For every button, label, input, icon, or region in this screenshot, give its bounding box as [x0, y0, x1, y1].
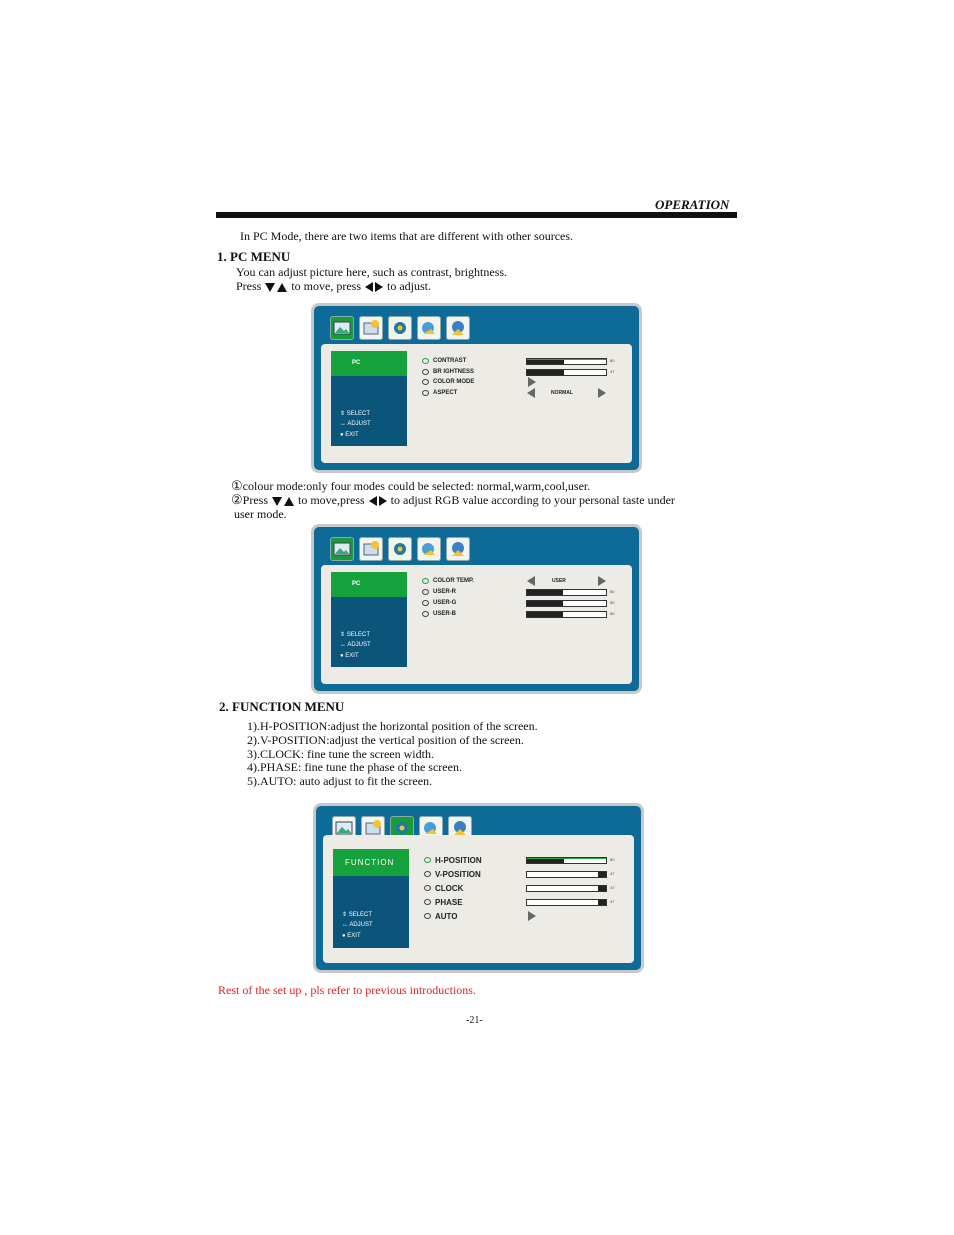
menu-panel: [323, 835, 634, 963]
hint-select: ⇕ SELECT: [340, 411, 371, 417]
item-marker: [424, 913, 431, 919]
item-color-temp[interactable]: COLOR TEMP.: [433, 578, 474, 584]
press-label: Press: [236, 279, 262, 293]
phase-slider[interactable]: [526, 899, 607, 906]
temp-right-arrow-icon[interactable]: [598, 576, 606, 586]
function-icon: [388, 537, 412, 561]
temp-left-arrow-icon[interactable]: [527, 576, 535, 586]
h-position-value: 60: [610, 857, 615, 862]
source-label: PC: [331, 572, 407, 597]
item-marker: [422, 611, 429, 617]
item-marker: [422, 369, 429, 375]
menu-panel: [321, 344, 632, 463]
up-arrow-icon: [277, 283, 287, 292]
user-r-slider[interactable]: [526, 589, 607, 596]
color-temp-screenshot: [314, 527, 639, 691]
v-position-slider[interactable]: [526, 871, 607, 878]
hint-select: ⇕ SELECT: [340, 632, 371, 638]
color-mode-arrow-icon[interactable]: [528, 377, 536, 387]
item-auto[interactable]: AUTO: [435, 912, 458, 921]
note-1-text: colour mode:only four modes could be selected: normal,warm,cool,user.: [242, 479, 591, 493]
right-arrow-icon: [379, 496, 387, 506]
section-header: OPERATION: [655, 197, 730, 212]
phase-value: 47: [610, 899, 615, 904]
source-sidebar: [331, 351, 407, 446]
item-user-g[interactable]: USER-G: [433, 600, 457, 606]
function-item-3: 3).CLOCK: fine tune the screen width.: [247, 747, 434, 761]
user-b-slider[interactable]: [526, 611, 607, 618]
user-b-value: 50: [610, 611, 615, 616]
user-g-slider[interactable]: [526, 600, 607, 607]
item-marker: [422, 578, 429, 584]
time-icon: [417, 316, 441, 340]
adjust-label: to adjust.: [387, 279, 431, 293]
intro-text: In PC Mode, there are two items that are different with other sources.: [240, 229, 574, 243]
hint-exit: ● EXIT: [342, 933, 361, 939]
left-arrow-icon: [365, 282, 373, 292]
picture-icon: [330, 316, 354, 340]
item-brightness[interactable]: BR IGHTNESS: [433, 369, 475, 375]
down-arrow-icon: [272, 497, 282, 506]
contrast-value: 60: [610, 358, 615, 363]
note-1-marker: ①: [231, 478, 243, 493]
source-sidebar: [331, 572, 407, 667]
header-rule: [216, 212, 737, 218]
item-marker: [424, 885, 431, 891]
right-arrow-icon: [375, 282, 383, 292]
item-marker: [424, 871, 431, 877]
setup-icon: [446, 316, 470, 340]
item-marker: [422, 390, 429, 396]
function-menu-heading: 2. FUNCTION MENU: [219, 699, 345, 714]
menu-panel: [321, 565, 632, 684]
pc-menu-screenshot: [314, 306, 639, 470]
h-position-slider[interactable]: [526, 857, 607, 864]
left-arrow-icon: [369, 496, 377, 506]
note-rgb: [231, 493, 675, 507]
page-number: -21-: [466, 1015, 483, 1026]
user-g-value: 50: [610, 600, 615, 605]
pc-menu-line2: [236, 279, 431, 293]
item-clock[interactable]: CLOCK: [435, 884, 464, 893]
hint-select: ⇕ SELECT: [342, 912, 373, 918]
note-color-mode: [231, 479, 590, 493]
move-label: to move, press: [291, 279, 361, 293]
item-marker: [424, 899, 431, 905]
item-aspect[interactable]: ASPECT: [433, 390, 458, 396]
sound-icon: [359, 316, 383, 340]
item-phase[interactable]: PHASE: [435, 898, 463, 907]
function-item-5: 5).AUTO: auto adjust to fit the screen.: [247, 774, 433, 788]
hint-adjust: ↔ ADJUST: [340, 642, 371, 648]
footer-note: Rest of the set up , pls refer to previous introductions.: [218, 983, 476, 997]
item-marker: [422, 600, 429, 606]
source-label: PC: [331, 351, 407, 376]
function-item-2: 2).V-POSITION:adjust the vertical position of the screen.: [247, 733, 524, 747]
function-item-1: 1).H-POSITION:adjust the horizontal position of the screen.: [247, 719, 538, 733]
aspect-right-arrow-icon[interactable]: [598, 388, 606, 398]
pc-menu-heading: 1. PC MENU: [217, 249, 291, 264]
item-contrast[interactable]: CONTRAST: [433, 358, 467, 364]
item-v-position[interactable]: V-POSITION: [435, 870, 481, 879]
user-r-value: 50: [610, 589, 615, 594]
temp-value: USER: [552, 578, 566, 584]
function-item-4: 4).PHASE: fine tune the phase of the screen.: [247, 760, 462, 774]
item-h-position[interactable]: H-POSITION: [435, 856, 482, 865]
hint-exit: ● EXIT: [340, 653, 359, 659]
clock-slider[interactable]: [526, 885, 607, 892]
item-user-b[interactable]: USER-B: [433, 611, 457, 617]
note-2-press: Press: [242, 493, 268, 507]
item-marker: [422, 358, 429, 364]
up-arrow-icon: [284, 497, 294, 506]
note-2-adjust: to adjust RGB value according to your personal taste under: [390, 493, 675, 507]
brightness-value: 47: [610, 369, 615, 374]
item-user-r[interactable]: USER-R: [433, 589, 457, 595]
pc-menu-line1: You can adjust picture here, such as contrast, brightness.: [236, 265, 508, 279]
time-icon: [417, 537, 441, 561]
picture-icon: [330, 537, 354, 561]
function-menu-screenshot: [316, 806, 641, 970]
source-label: FUNCTION: [333, 849, 409, 876]
function-icon: [388, 316, 412, 340]
contrast-slider[interactable]: [526, 358, 607, 365]
aspect-left-arrow-icon[interactable]: [527, 388, 535, 398]
hint-adjust: ↔ ADJUST: [342, 922, 373, 928]
auto-arrow-icon[interactable]: [528, 911, 536, 921]
source-sidebar: [333, 849, 409, 948]
aspect-value: NORMAL: [551, 390, 573, 396]
down-arrow-icon: [265, 283, 275, 292]
item-color-mode[interactable]: COLOR MODE: [433, 379, 475, 385]
note-2-move: to move,press: [298, 493, 365, 507]
v-position-value: 47: [610, 871, 615, 876]
clock-value: 47: [610, 885, 615, 890]
sound-icon: [359, 537, 383, 561]
note-2-marker: ②: [231, 492, 243, 507]
item-marker: [422, 379, 429, 385]
setup-icon: [446, 537, 470, 561]
note-2-continuation: user mode.: [234, 507, 287, 521]
brightness-slider[interactable]: [526, 369, 607, 376]
hint-adjust: ↔ ADJUST: [340, 421, 371, 427]
item-marker: [424, 857, 431, 863]
hint-exit: ● EXIT: [340, 432, 359, 438]
item-marker: [422, 589, 429, 595]
